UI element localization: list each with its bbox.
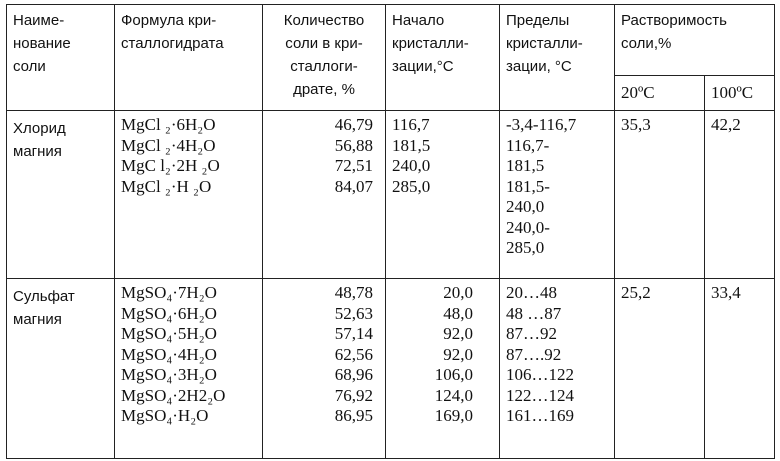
- range-value: 122…124: [506, 385, 574, 405]
- formula: MgSO₄·2H2₂O: [121, 385, 226, 405]
- header-crystallization-start: Начало кристалли- зации,°С: [386, 5, 500, 111]
- amount-value: 62,56: [334, 344, 373, 364]
- start-value: 240,0: [392, 156, 431, 175]
- salt-name: Сульфат магния: [7, 279, 115, 459]
- range-value: 20…48: [506, 283, 557, 302]
- start-value: 124,0: [434, 385, 473, 405]
- range-value: 106…122: [506, 365, 574, 384]
- formula: MgCl ₂·4H₂O: [121, 135, 216, 155]
- start-list: [386, 279, 500, 459]
- range-value: 240,0: [506, 197, 545, 216]
- formula: MgC l₂·2H ₂O: [121, 156, 220, 175]
- start-value: 92,0: [443, 344, 473, 364]
- amount-value: 57,14: [334, 324, 373, 343]
- range-value: -3,4-116,7: [506, 115, 577, 134]
- range-value: 116,7-: [506, 135, 550, 155]
- solubility-20c-value: 25,2: [615, 279, 705, 459]
- header-amount: Количество соли в кри- сталлоги- драте, %: [263, 5, 386, 111]
- range-value: 240,0-: [506, 217, 550, 237]
- crystallohydrate-table: [6, 4, 775, 459]
- start-value: 181,5: [392, 135, 431, 155]
- amount-value: 56,88: [334, 135, 373, 155]
- range-list: [500, 279, 615, 459]
- range-value: 87….92: [506, 344, 562, 364]
- range-value: 87…92: [506, 324, 557, 343]
- start-value: 116,7: [392, 115, 430, 134]
- solubility-100c-value: 33,4: [705, 279, 775, 459]
- table-row-magnesium-sulfate: [7, 279, 775, 459]
- range-value: 181,5-: [506, 176, 550, 196]
- range-value: 181,5: [506, 156, 545, 175]
- start-value: 106,0: [434, 365, 473, 384]
- solubility-20c-value: 35,3: [615, 111, 705, 279]
- amount-list: [263, 111, 386, 279]
- amount-value: 68,96: [334, 365, 373, 384]
- formula: MgSO₄·5H₂O: [121, 324, 217, 343]
- start-list: [386, 111, 500, 279]
- formula-list: [115, 279, 263, 459]
- formula: MgSO₄·H₂O: [121, 406, 209, 425]
- start-value: 20,0: [443, 283, 473, 302]
- amount-value: 46,79: [334, 115, 373, 134]
- formula: MgCl ₂·6H₂O: [121, 115, 216, 134]
- header-salt-name: Наиме- нование соли: [7, 5, 115, 111]
- amount-list: [263, 279, 386, 459]
- solubility-100c-value: 42,2: [705, 111, 775, 279]
- start-value: 92,0: [443, 324, 473, 343]
- amount-value: 84,07: [334, 176, 373, 196]
- range-value: 285,0: [506, 238, 545, 257]
- range-list: [500, 111, 615, 279]
- header-formula: Формула кри- сталлогидрата: [115, 5, 263, 111]
- header-crystallization-range: Пределы кристалли- зации, °С: [500, 5, 615, 111]
- header-solubility-20c: 20ºС: [615, 76, 705, 111]
- formula: MgSO₄·4H₂O: [121, 344, 217, 364]
- formula: MgSO₄·7H₂O: [121, 283, 217, 302]
- formula: MgCl ₂·H ₂O: [121, 176, 212, 196]
- start-value: 169,0: [434, 406, 473, 425]
- range-value: 48 …87: [506, 303, 562, 323]
- range-value: 161…169: [506, 406, 574, 425]
- salt-name: Хлорид магния: [7, 111, 115, 279]
- start-value: 48,0: [443, 303, 473, 323]
- header-solubility: Растворимость соли,%: [615, 5, 775, 76]
- header-solubility-100c: 100ºС: [705, 76, 775, 111]
- amount-value: 86,95: [334, 406, 373, 425]
- formula-list: [115, 111, 263, 279]
- amount-value: 48,78: [334, 283, 373, 302]
- formula: MgSO₄·6H₂O: [121, 303, 217, 323]
- table-row-magnesium-chloride: [7, 111, 775, 279]
- amount-value: 76,92: [334, 385, 373, 405]
- formula: MgSO₄·3H₂O: [121, 365, 217, 384]
- start-value: 285,0: [392, 176, 431, 196]
- amount-value: 52,63: [334, 303, 373, 323]
- amount-value: 72,51: [334, 156, 373, 175]
